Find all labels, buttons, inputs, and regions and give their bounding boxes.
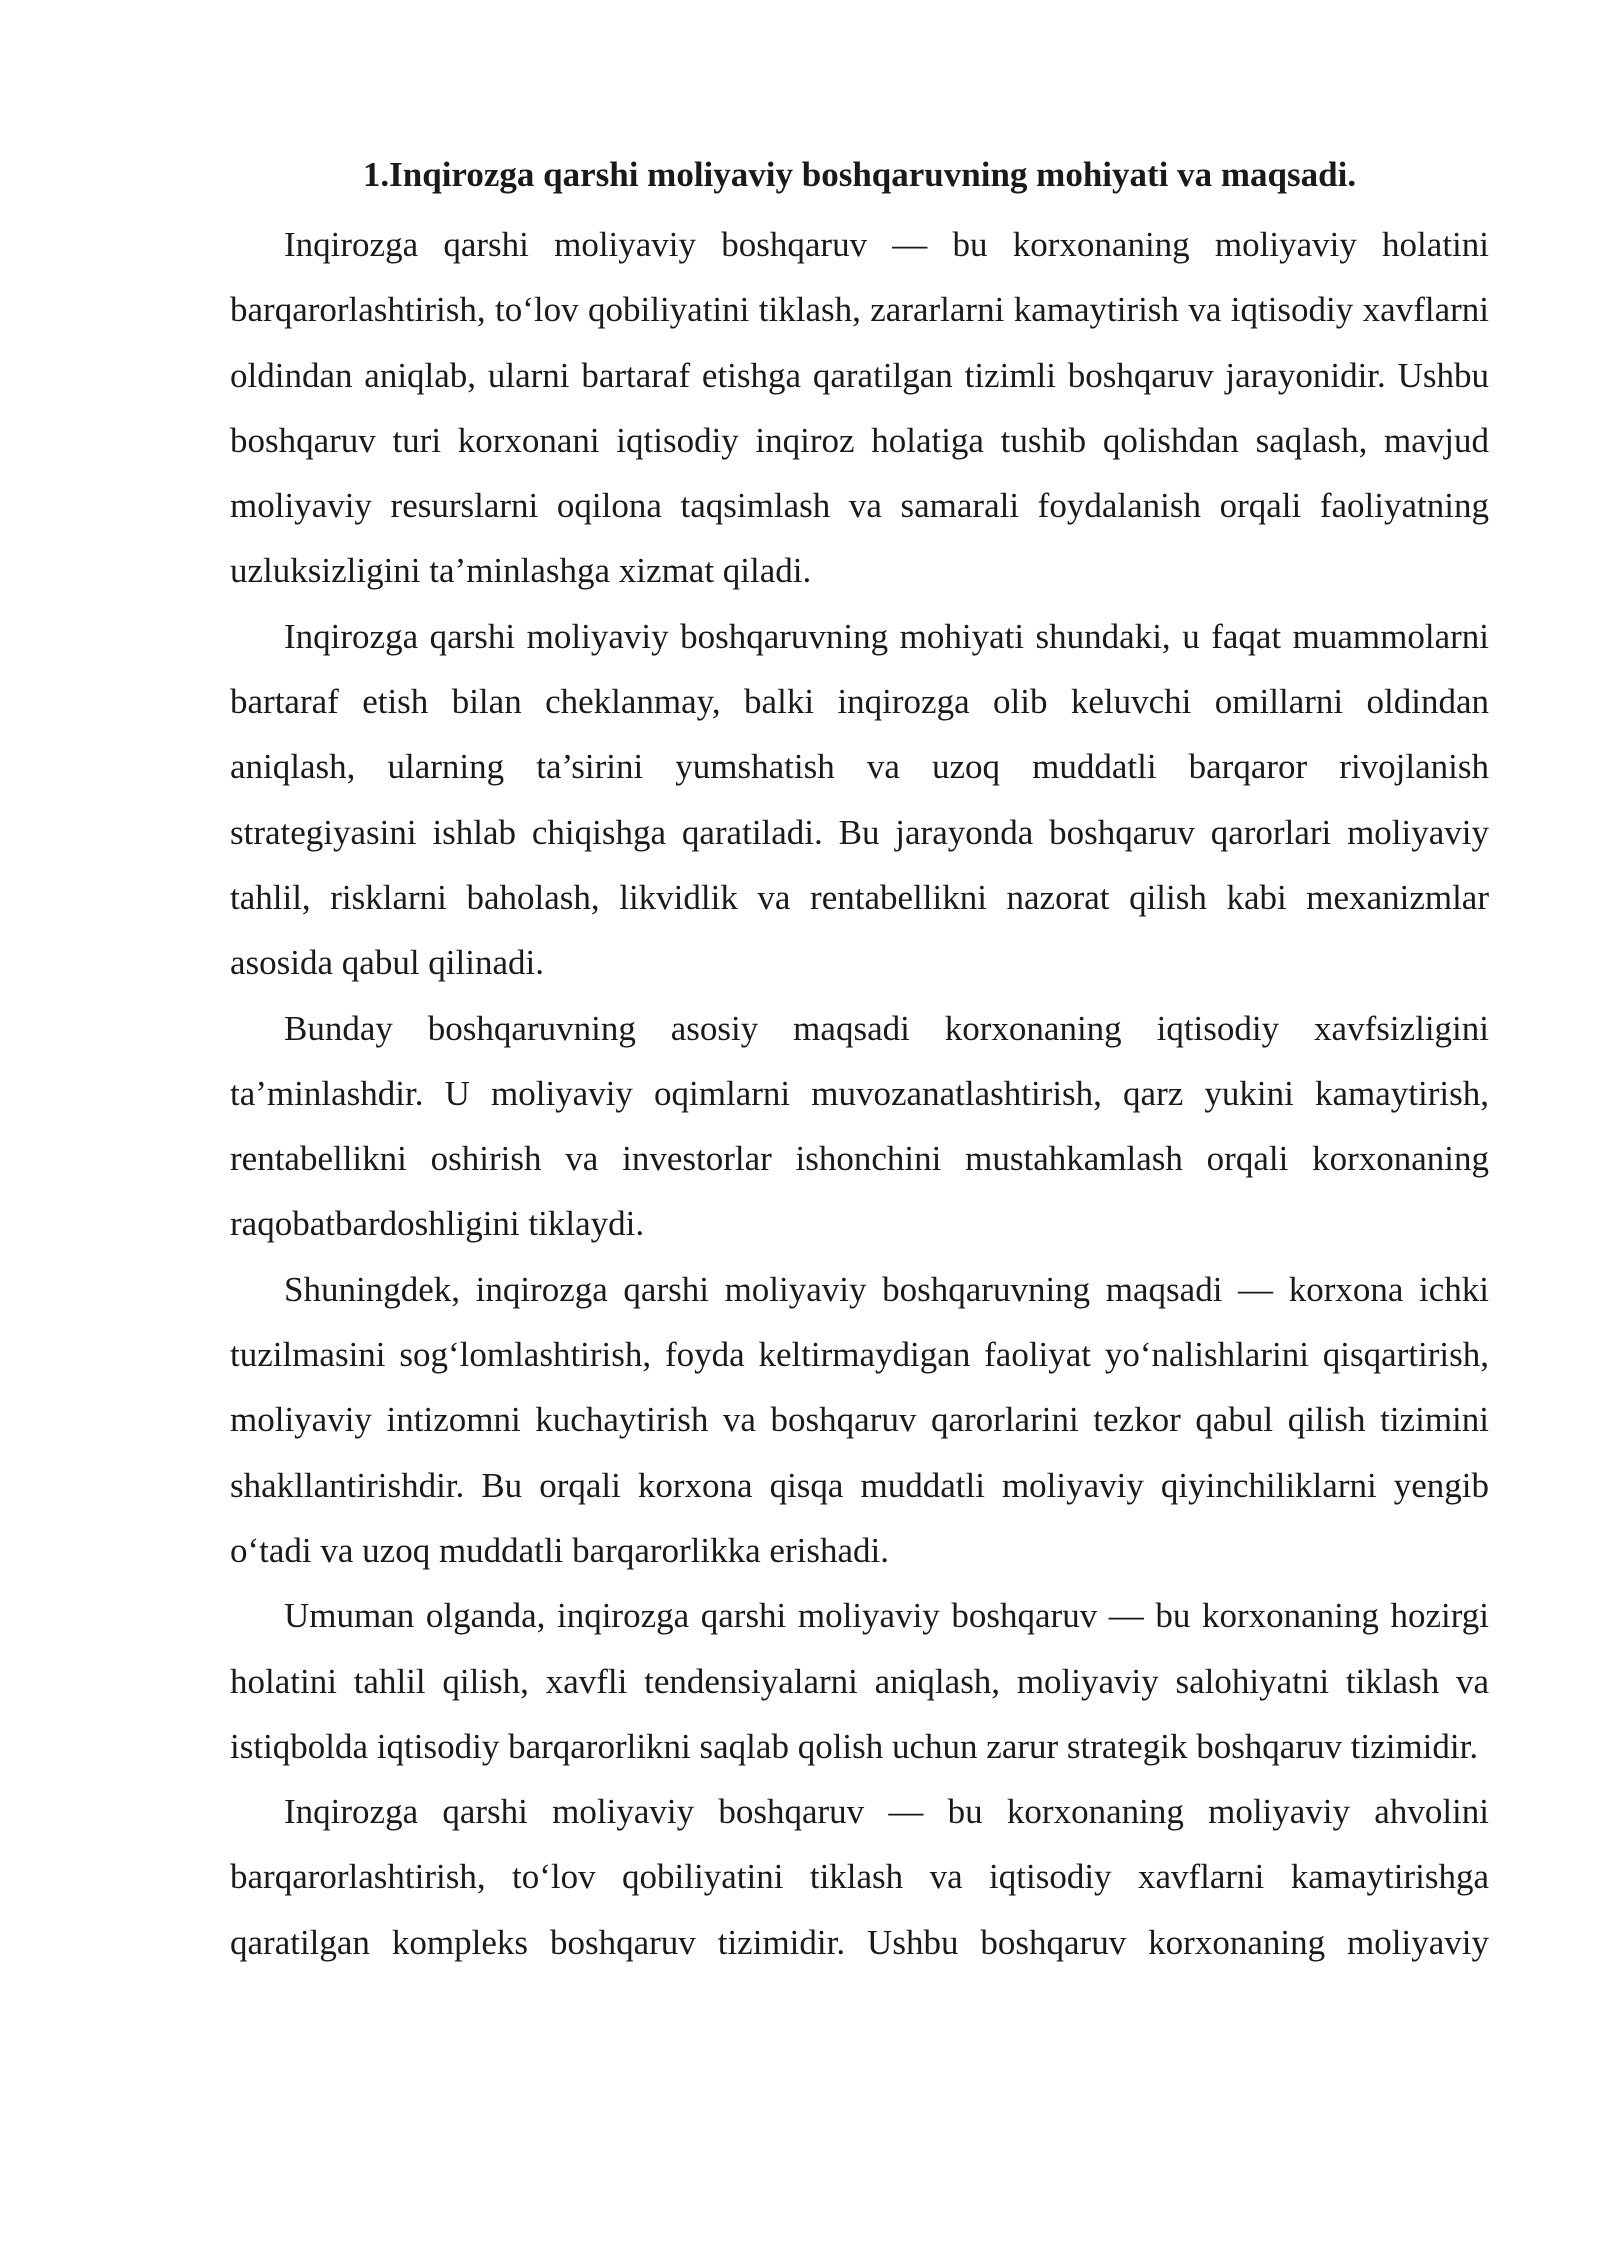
paragraph-essence: Inqirozga qarshi moliyaviy boshqaruvning mohiyati shundaki, u faqat muammolarni bartaraf etish bilan cheklanmay, balki inqirozga olib keluvchi omillarni oldindan aniqlash, ularning ta’sirini yumshatish va uzoq muddatli barqaror rivojlanish strategiyasini ishlab chiqishga qaratiladi. Bu jarayonda boshqaruv qarorlari moliyaviy tahlil, risklarni baholash, likvidlik va rentabellikni nazorat qilish kabi mexanizmlar asosida qabul qilinadi. (230, 616, 1489, 983)
section-heading: 1.Inqirozga qarshi moliyaviy boshqaruvning mohiyati va maqsadi. (362, 155, 1357, 194)
paragraph-additional-goal: Shuningdek, inqirozga qarshi moliyaviy boshqaruvning maqsadi — korxona ichki tuzilmasini sog‘lomlashtirish, foyda keltirmaydigan faoliyat yo‘nalishlarini qisqartirish, moliyaviy intizomni kuchaytirish va boshqaruv qarorlarini tezkor qabul qilish tizimini shakllantirishdir. Bu orqali korxona qisqa muddatli moliyaviy qiyinchiliklarni yengib o‘tadi va uzoq muddatli barqarorlikka erishadi. (230, 1269, 1489, 1570)
paragraph-continued: Inqirozga qarshi moliyaviy boshqaruv — bu korxonaning moliyaviy ahvolini barqarorlashtirish, to‘lov qobiliyatini tiklash va iqtisodiy xavflarni kamaytirishga qaratilgan kompleks boshqaruv tizimidir. Ushbu boshqaruv korxonaning moliyaviy (230, 1792, 1489, 1962)
paragraph-summary: Umuman olganda, inqirozga qarshi moliyaviy boshqaruv — bu korxonaning hozirgi holatini tahlil qilish, xavfli tendensiyalarni aniqlash, moliyaviy salohiyatni tiklash va istiqbolda iqtisodiy barqarorlikni saqlab qolish uchun zarur strategik boshqaruv tizimidir. (230, 1596, 1489, 1766)
paragraph-main-goal: Bunday boshqaruvning asosiy maqsadi korxonaning iqtisodiy xavfsizligini ta’minlashdir. U moliyaviy oqimlarni muvozanatlashtirish, qarz yukini kamaytirish, rentabellikni oshirish va investorlar ishonchini mustahkamlash orqali korxonaning raqobatbardoshligini tiklaydi. (230, 1008, 1489, 1244)
paragraph-definition: Inqirozga qarshi moliyaviy boshqaruv — bu korxonaning moliyaviy holatini barqarorlashtirish, to‘lov qobiliyatini tiklash, zararlarni kamaytirish va iqtisodiy xavflarni oldindan aniqlab, ularni bartaraf etishga qaratilgan tizimli boshqaruv jarayonidir. Ushbu boshqaruv turi korxonani iqtisodiy inqiroz holatiga tushib qolishdan saqlash, mavjud moliyaviy resurslarni oqilona taqsimlash va samarali foydalanish orqali faoliyatning uzluksizligini ta’minlashga xizmat qiladi. (230, 225, 1489, 591)
document-page (230, 148, 1489, 1975)
